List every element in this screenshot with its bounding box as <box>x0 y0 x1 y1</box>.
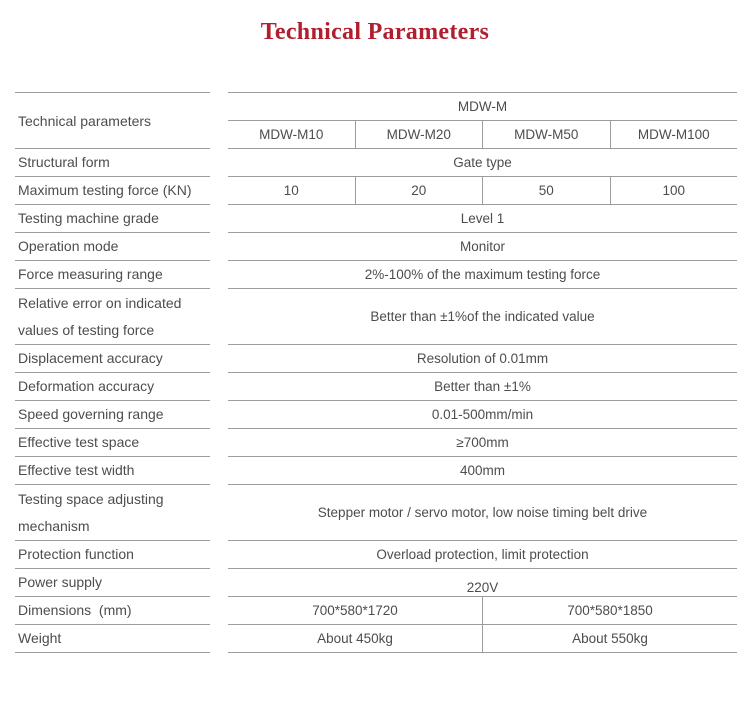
row-label: Force measuring range <box>15 261 210 289</box>
column-gap <box>210 597 228 625</box>
row-values <box>228 373 737 401</box>
row-label: Speed governing range <box>15 401 210 429</box>
row-value: ≥700mm <box>456 435 509 450</box>
column-gap <box>210 205 228 233</box>
model-header-row <box>228 121 737 149</box>
table-row <box>15 597 737 625</box>
table-header-row <box>15 92 737 149</box>
row-values <box>228 233 737 261</box>
row-label: Power supply <box>15 569 210 597</box>
table-row <box>15 233 737 261</box>
table-row <box>15 261 737 289</box>
row-values <box>228 625 737 653</box>
column-gap <box>210 429 228 457</box>
row-values <box>228 457 737 485</box>
column-gap <box>210 233 228 261</box>
model-header: MDW-M50 <box>483 121 611 148</box>
row-value: About 550kg <box>572 631 648 646</box>
table-row <box>15 401 737 429</box>
header-right-section <box>228 92 737 149</box>
row-value: Level 1 <box>460 211 505 226</box>
table-row <box>15 485 737 541</box>
table-row <box>15 625 737 653</box>
page <box>0 18 750 653</box>
row-values <box>228 177 737 205</box>
row-values <box>228 345 737 373</box>
column-gap <box>210 149 228 177</box>
row-values <box>228 261 737 289</box>
column-gap <box>210 541 228 569</box>
row-label: Weight <box>15 625 210 653</box>
row-label: Protection function <box>15 541 210 569</box>
row-values <box>228 149 737 177</box>
row-label: Displacement accuracy <box>15 345 210 373</box>
table-row <box>15 457 737 485</box>
model-header: MDW-M20 <box>356 121 484 148</box>
row-values <box>228 289 737 345</box>
row-value: 50 <box>483 177 611 204</box>
row-value: 220V <box>466 580 499 595</box>
row-label: Effective test space <box>15 429 210 457</box>
row-values <box>228 541 737 569</box>
row-value: 400mm <box>459 463 505 478</box>
row-label: Dimensions (mm) <box>15 597 210 625</box>
row-value: Resolution of 0.01mm <box>416 351 549 366</box>
column-gap <box>210 401 228 429</box>
row-value: Stepper motor / servo motor, low noise timing belt drive <box>317 505 648 520</box>
column-gap <box>210 92 228 149</box>
table-row <box>15 149 737 177</box>
column-gap <box>210 457 228 485</box>
row-value: 2%-100% of the maximum testing force <box>364 267 601 282</box>
row-value: 700*580*1850 <box>567 603 653 618</box>
row-values <box>228 429 737 457</box>
row-value: Monitor <box>459 239 505 254</box>
table-body <box>15 149 737 653</box>
table-row <box>15 177 737 205</box>
series-group-header: MDW-M <box>228 93 737 121</box>
row-label: Testing space adjusting mechanism <box>15 485 210 541</box>
corner-label: Technical parameters <box>15 92 210 149</box>
column-gap <box>210 373 228 401</box>
page-title: Technical Parameters <box>260 19 490 45</box>
table-row <box>15 345 737 373</box>
table-row <box>15 541 737 569</box>
row-value: About 450kg <box>228 625 483 652</box>
model-header: MDW-M10 <box>228 121 356 148</box>
row-label: Testing machine grade <box>15 205 210 233</box>
column-gap <box>210 289 228 345</box>
column-gap <box>210 485 228 541</box>
column-gap <box>210 177 228 205</box>
parameters-table <box>15 92 737 653</box>
row-label: Operation mode <box>15 233 210 261</box>
row-value: 10 <box>228 177 356 204</box>
row-values <box>228 485 737 541</box>
row-label: Maximum testing force (KN) <box>15 177 210 205</box>
row-label: Deformation accuracy <box>15 373 210 401</box>
row-values <box>228 205 737 233</box>
table-row <box>15 373 737 401</box>
column-gap <box>210 261 228 289</box>
row-value: 100 <box>662 183 686 198</box>
table-row <box>15 429 737 457</box>
row-value: Better than ±1%of the indicated value <box>370 309 595 324</box>
table-row <box>15 569 737 597</box>
column-gap <box>210 625 228 653</box>
row-value: Better than ±1% <box>434 379 531 394</box>
row-value: 0.01-500mm/min <box>431 407 534 422</box>
column-gap <box>210 569 228 597</box>
row-values <box>228 401 737 429</box>
row-value: Gate type <box>453 155 512 170</box>
row-value: Overload protection, limit protection <box>376 547 589 562</box>
row-values <box>228 569 737 597</box>
table-row <box>15 289 737 345</box>
row-value: 700*580*1720 <box>228 597 483 624</box>
table-row <box>15 205 737 233</box>
row-label: Structural form <box>15 149 210 177</box>
row-label: Relative error on indicated values of testing force <box>15 289 210 345</box>
row-values <box>228 597 737 625</box>
model-header: MDW-M100 <box>637 127 710 142</box>
row-label: Effective test width <box>15 457 210 485</box>
row-value: 20 <box>356 177 484 204</box>
column-gap <box>210 345 228 373</box>
